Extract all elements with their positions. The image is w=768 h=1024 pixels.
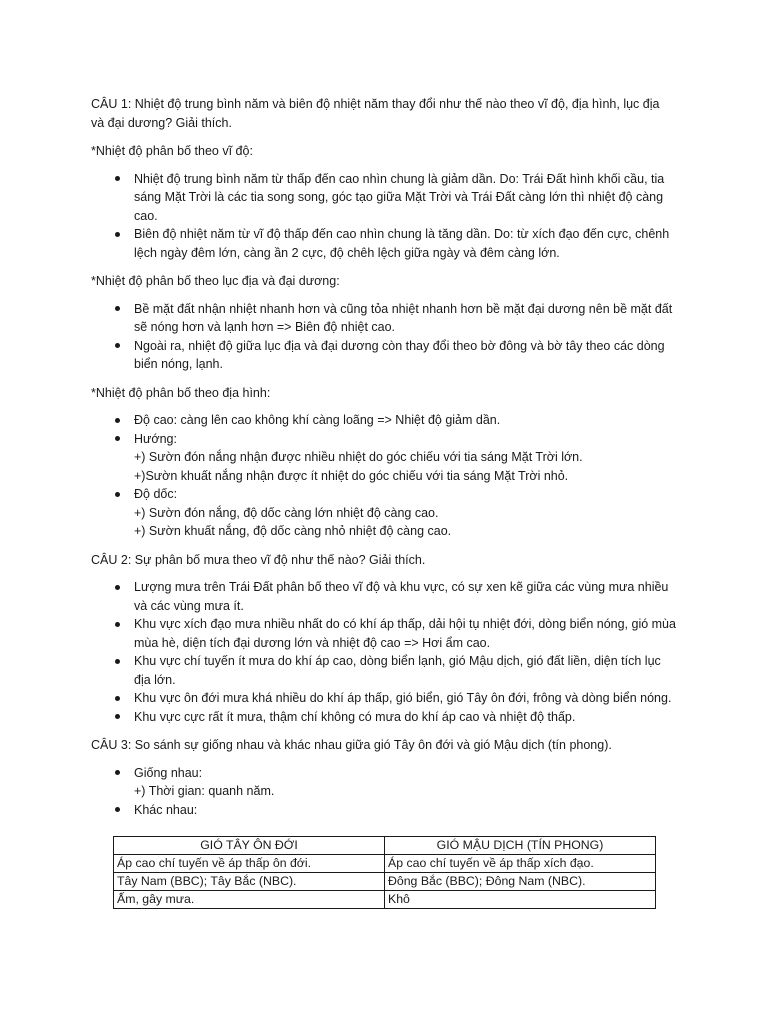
list-item-subline: +) Sườn đón nắng, độ dốc càng lớn nhiệt độ càng cao. <box>134 505 439 520</box>
list-item-subline: +) Sườn đón nắng nhận được nhiều nhiệt do góc chiếu với tia sáng Mặt Trời lớn. <box>134 450 583 464</box>
list-item-text: Độ cao: càng lên cao không khí càng loãng => Nhiệt độ giảm dần. <box>134 413 501 427</box>
list-item-text: Bề mặt đất nhận nhiệt nhanh hơn và cũng tỏa nhiệt nhanh hơn bề mặt đại dương nên bề mặt đất sẽ nóng hơn và lạnh hơn => Biên độ nhiệt cao. <box>134 301 673 334</box>
section-heading-continent-ocean: *Nhiệt độ phân bố theo lục địa và đại dương: <box>91 274 340 288</box>
list-item <box>91 337 676 374</box>
list-item-text: Khu vực chí tuyến ít mưa do khí áp cao, dòng biển lạnh, gió Mậu dịch, gió đất liền, diện tích lục địa lớn. <box>134 654 661 687</box>
list-item-text: Hướng: <box>134 431 177 446</box>
list-item <box>91 652 676 689</box>
table-header-cell: GIÓ MẬU DỊCH (TÍN PHONG) <box>385 837 656 855</box>
table-cell: Áp cao chí tuyến về áp thấp xích đạo. <box>385 855 656 873</box>
continent-ocean-list <box>91 300 676 374</box>
section-heading-terrain: *Nhiệt độ phân bố theo địa hình: <box>91 385 271 400</box>
list-item-subline: +) Sườn khuất nắng, độ dốc càng nhỏ nhiệt độ càng cao. <box>134 524 452 538</box>
table-cell: Tây Nam (BBC); Tây Bắc (NBC). <box>114 873 385 891</box>
list-item-text: Nhiệt độ trung bình năm từ thấp đến cao nhìn chung là giảm dần. Do: Trái Đất hình khối cầu, tia sáng Mặt Trời là các tia song song, góc tạo giữa Mặt Trời và Trái Đất càng lớn thì nhiệt độ càng cao. <box>134 171 665 223</box>
list-item-text: Khu vực ôn đới mưa khá nhiều do khí áp thấp, gió biển, gió Tây ôn đới, frông và dòng biển nóng. <box>134 691 672 705</box>
list-item-subline: +) Thời gian: quanh năm. <box>134 784 275 798</box>
section-heading-latitude: *Nhiệt độ phân bố theo vĩ độ: <box>91 144 253 158</box>
list-item-text: Khu vực cực rất ít mưa, thậm chí không có mưa do khí áp cao và nhiệt độ thấp. <box>134 709 576 724</box>
list-item-text: Biên độ nhiệt năm từ vĩ độ thấp đến cao nhìn chung là tăng dần. Do: từ xích đạo đến cực, chênh lệch ngày đêm lớn, càng ần 2 cực, độ chêh lệch giữa ngày và đêm càng lớn. <box>134 227 670 260</box>
table-row <box>114 891 656 909</box>
latitude-list <box>91 170 676 263</box>
list-item-subline: +)Sườn khuất nắng nhận được ít nhiệt do góc chiếu với tia sáng Mặt Trời nhỏ. <box>134 468 569 483</box>
list-item <box>91 615 676 652</box>
rain-list <box>91 578 676 726</box>
table-cell: Áp cao chí tuyến về áp thấp ôn đới. <box>114 855 385 873</box>
list-item <box>91 225 676 262</box>
table-row <box>114 855 656 873</box>
list-item-text: Độ dốc: <box>134 487 178 501</box>
list-item <box>91 708 676 727</box>
table-row <box>114 873 656 891</box>
list-item-text: Giống nhau: <box>134 765 203 780</box>
list-item-text: Ngoài ra, nhiệt độ giữa lục địa và đại dương còn thay đổi theo bờ đông và bờ tây theo các dòng biển nóng, lạnh. <box>134 338 665 371</box>
table-cell: Đông Bắc (BBC); Đông Nam (NBC). <box>385 873 656 891</box>
table-cell: Khô <box>385 891 656 909</box>
list-item-text: Khác nhau: <box>134 802 198 817</box>
list-item <box>91 170 676 226</box>
question-1: CÂU 1: Nhiệt độ trung bình năm và biên độ nhiệt năm thay đổi như thế nào theo vĩ độ, địa hình, lục địa và đại dương? Giải thích. <box>91 97 660 130</box>
list-item <box>91 300 676 337</box>
question-3: CÂU 3: So sánh sự giống nhau và khác nhau giữa gió Tây ôn đới và gió Mậu dịch (tín phong). <box>91 738 612 752</box>
list-item <box>91 430 676 486</box>
wind-compare-list <box>91 764 676 820</box>
list-item <box>91 411 676 430</box>
table-header-cell: GIÓ TÂY ÔN ĐỚI <box>114 837 385 855</box>
question-2: CÂU 2: Sự phân bố mưa theo vĩ độ như thế nào? Giải thích. <box>91 552 426 567</box>
list-item <box>91 764 676 801</box>
list-item-text: Lượng mưa trên Trái Đất phân bố theo vĩ độ và khu vực, có sự xen kẽ giữa các vùng mưa nhiều và các vùng mưa ít. <box>134 580 669 613</box>
list-item <box>91 485 676 541</box>
table-cell: Ấm, gây mưa. <box>114 891 385 909</box>
table-header-row <box>114 837 656 855</box>
terrain-list <box>91 411 676 541</box>
list-item <box>91 801 676 820</box>
list-item-text: Khu vực xích đạo mưa nhiều nhất do có khí áp thấp, dải hội tụ nhiệt đới, dòng biển nóng, gió mùa mùa hè, diện tích đại dương lớn và nhiệt độ cao => Hơi ẩm cao. <box>134 617 676 650</box>
list-item <box>91 689 676 708</box>
wind-comparison-table <box>113 836 656 909</box>
list-item <box>91 578 676 615</box>
